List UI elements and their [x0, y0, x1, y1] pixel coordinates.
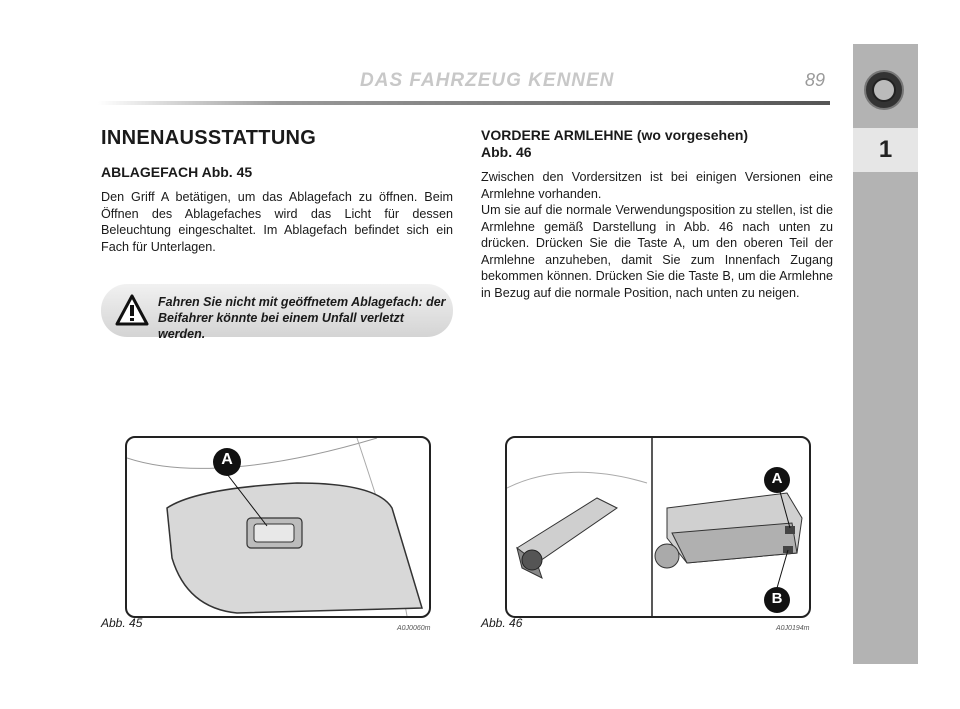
- figure-46-armrest: [505, 436, 811, 618]
- armrest-title-line2: Abb. 46: [481, 144, 532, 160]
- armrest-body-p2: Um sie auf die normale Verwendungsposition zu stellen, ist die Armlehne gemäß Darstellung in Abb. 46 nach unten zu drücken. Drücken Sie die Taste A, um den oberen Teil der Armlehne anzuheben, damit Sie zum Innenfach Zugang bekommen können. Drücken Sie die Taste B, um die Armlehne in Bezug auf die normale Position, nach unten zu neigen.: [481, 203, 833, 300]
- glovebox-illustration: [127, 438, 429, 616]
- alfa-romeo-logo-icon: [864, 70, 904, 110]
- header-divider: [98, 101, 830, 105]
- figure-45-caption: Abb. 45: [101, 616, 143, 630]
- left-column: [101, 127, 453, 255]
- armrest-illustration: [507, 438, 809, 616]
- right-column: [481, 127, 833, 301]
- running-header: DAS FAHRZEUG KENNEN: [360, 70, 615, 91]
- figure-45-glovebox: [125, 436, 431, 618]
- figure-46-label-a: A: [771, 470, 783, 487]
- warning-box: [101, 284, 453, 341]
- figure-46-caption: Abb. 46: [481, 616, 523, 630]
- warning-triangle-icon: [115, 294, 149, 326]
- figure-46-code: A0J0194m: [776, 625, 810, 632]
- figure-45-code: A0J0060m: [397, 625, 431, 632]
- armrest-title-line1: VORDERE ARMLEHNE (wo vorgesehen): [481, 127, 749, 143]
- page-number: 89: [805, 70, 826, 90]
- figure-45-label-a: A: [221, 451, 233, 468]
- warning-text: Fahren Sie nicht mit geöffnetem Ablagefach: der Beifahrer könnte bei einem Unfall verletzt werden.: [158, 295, 446, 341]
- figure-46-label-b: B: [771, 590, 783, 607]
- glovebox-body: Den Griff A betätigen, um das Ablagefach zu öffnen. Beim Öffnen des Ablagefaches wird das Licht für dessen Beleuchtung eingeschaltet. Im Ablagefach befindet sich ein Fach für Unterlagen.: [101, 190, 453, 254]
- chapter-tab[interactable]: 1: [853, 128, 918, 172]
- armrest-body-p1: Zwischen den Vordersitzen ist bei einigen Versionen eine Armlehne vorhanden.: [481, 170, 833, 201]
- subsection-title-armrest: [481, 127, 833, 161]
- section-title: INNENAUSSTATTUNG: [101, 127, 317, 149]
- subsection-title-glovebox: ABLAGEFACH Abb. 45: [101, 164, 253, 180]
